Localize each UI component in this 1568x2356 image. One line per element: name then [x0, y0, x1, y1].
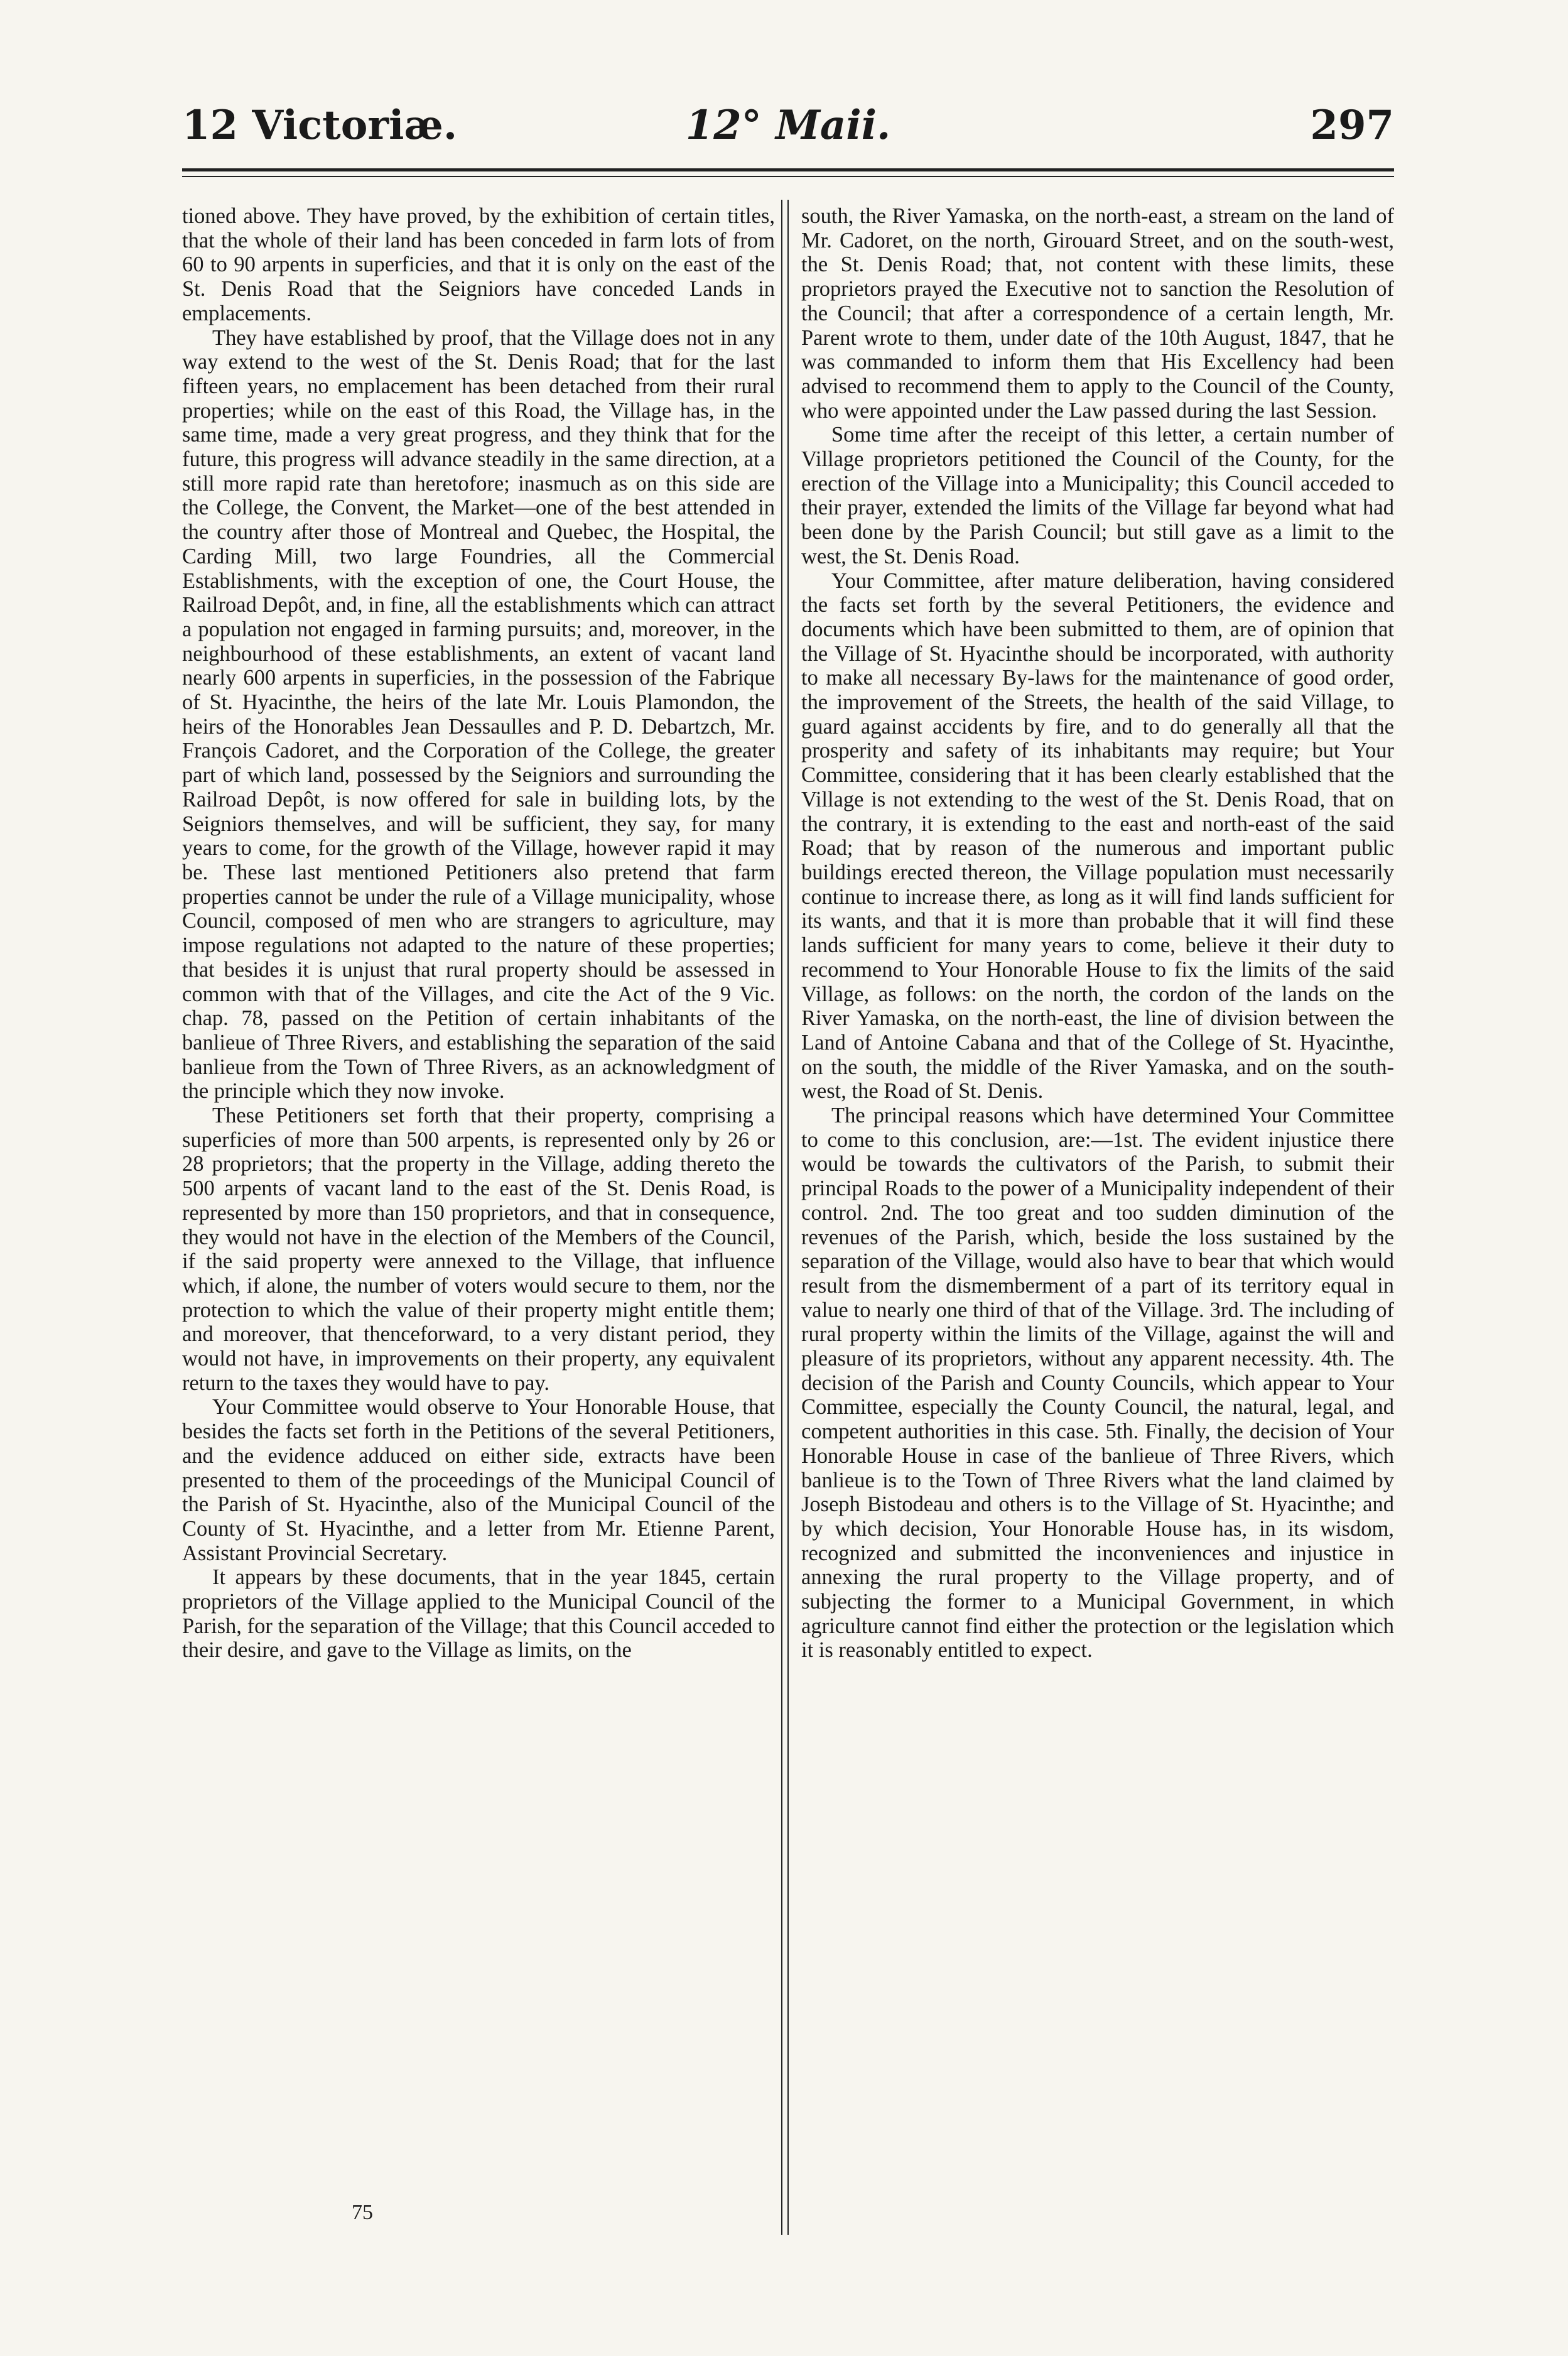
- paragraph: Your Committee would observe to Your Honorable House, that besides the facts set forth in the Petitions of the several Petitioners, and the evidence adduced on either side, extracts have been presented to them of the proceedings of the Municipal Council of the Parish of St. Hyacinthe, also of the Municipal Council of the County of St. Hyacinthe, and a letter from Mr. Etienne Parent, Assistant Provincial Secretary.: [182, 1395, 775, 1565]
- running-header: [182, 94, 1394, 157]
- right-column: [801, 204, 1394, 1663]
- column-divider: [781, 200, 782, 2235]
- paragraph: Your Committee, after mature deliberation, having considered the facts set forth by the several Petitioners, the evidence and documents which have been submitted to them, are of opinion that the Village of St. Hyacinthe should be incorporated, with authority to make all necessary By-laws for the maintenance of good order, the improvement of the Streets, the health of the said Village, to guard against accidents by fire, and to do generally all that the prosperity and safety of its inhabitants may require; but Your Committee, considering that it has been clearly established that the Village is not extending to the west of the St. Denis Road, that on the contrary, it is extending to the east and north-east of the said Road; that by reason of the numerous and important public buildings erected thereon, the Village population must necessarily continue to increase there, as long as it will find lands sufficient for its wants, and that it is more than probable that it will find these lands sufficient for many years to come, believe it their duty to recommend to Your Honorable House to fix the limits of the said Village, as follows: on the north, the cordon of the lands on the River Yamaska, on the north-east, the line of division between the Land of Antoine Cabana and that of the College of St. Hyacinthe, on the south, the middle of the River Yamaska, and on the south-west, the Road of St. Denis.: [801, 568, 1394, 1104]
- header-rule-thin: [182, 176, 1394, 177]
- header-rule-thick: [182, 168, 1394, 171]
- running-title-left: 12 Victoriæ.: [182, 102, 458, 149]
- signature-mark: 75: [352, 2201, 373, 2224]
- column-divider: [787, 200, 789, 2235]
- paragraph: These Petitioners set forth that their property, comprising a superficies of more than 500 arpents, is represented only by 26 or 28 proprietors; that the property in the Village, adding thereto the 500 arpents of vacant land to the east of the St. Denis Road, is represented by more than 150 proprietors, and that in consequence, they would not have in the election of the Members of the Council, if the said property were annexed to the Village, that influence which, if alone, the number of voters would secure to them, nor the protection to which the value of their property might entitle them; and moreover, that thenceforward, to a very distant period, they would not have, in improvements on their property, any equivalent return to the taxes they would have to pay.: [182, 1104, 775, 1395]
- left-column: [182, 204, 775, 1663]
- paragraph: The principal reasons which have determined Your Committee to come to this conclusion, are:—1st. The evident injustice there would be towards the cultivators of the Parish, to submit their principal Roads to the power of a Municipality independent of their control. 2nd. The too great and too sudden diminution of the revenues of the Parish, which, beside the loss sustained by the separation of the Village, would also have to bear that which would result from the dismemberment of a part of its territory equal in value to nearly one third of that of the Village. 3rd. The including of rural property within the limits of the Village, against the will and pleasure of its proprietors, without any apparent necessity. 4th. The decision of the Parish and County Councils, which appear to Your Committee, especially the County Council, the natural, legal, and competent authorities in this case. 5th. Finally, the decision of Your Honorable House in case of the banlieue of Three Rivers, which banlieue is to the Town of Three Rivers what the land claimed by Joseph Bistodeau and others is to the Village of St. Hyacinthe; and by which decision, Your Honorable House has, in its wisdom, recognized and submitted the inconveniences and injustice in annexing the rural property to the Village property, and of subjecting the former to a Municipal Government, in which agriculture cannot find either the protection or the legislation which it is reasonably entitled to expect.: [801, 1104, 1394, 1663]
- paragraph: Some time after the receipt of this letter, a certain number of Village proprietors petitioned the Council of the County, for the erection of the Village into a Municipality; this Council acceded to their prayer, extended the limits of the Village far beyond what had been done by the Parish Council; but still gave as a limit to the west, the St. Denis Road.: [801, 423, 1394, 568]
- paragraph: tioned above. They have proved, by the exhibition of certain titles, that the whole of their land has been conceded in farm lots of from 60 to 90 arpents in superficies, and that it is only on the east of the St. Denis Road that the Seigniors have conceded Lands in emplacements.: [182, 204, 775, 325]
- paragraph: south, the River Yamaska, on the north-east, a stream on the land of Mr. Cadoret, on the north, Girouard Street, and on the south-west, the St. Denis Road; that, not content with these limits, these proprietors prayed the Executive not to sanction the Resolution of the Council; that after a correspondence of a certain length, Mr. Parent wrote to them, under date of the 10th August, 1847, that he was commanded to inform them that His Excellency had been advised to recommend them to apply to the Council of the County, who were appointed under the Law passed during the last Session.: [801, 204, 1394, 423]
- paragraph: It appears by these documents, that in the year 1845, certain proprietors of the Village applied to the Municipal Council of the Parish, for the separation of the Village; that this Council acceded to their desire, and gave to the Village as limits, on the: [182, 1565, 775, 1663]
- paragraph: They have established by proof, that the Village does not in any way extend to the west of the St. Denis Road; that for the last fifteen years, no emplacement has been detached from their rural properties; while on the east of this Road, the Village has, in the same time, made a very great progress, and they think that for the future, this progress will advance steadily in the same direction, at a still more rapid rate than heretofore; inasmuch as on this side are the College, the Convent, the Market—one of the best attended in the country after those of Montreal and Quebec, the Hospital, the Carding Mill, two large Foundries, all the Commercial Establishments, with the exception of one, the Court House, the Railroad Depôt, and, in fine, all the establishments which can attract a population not engaged in farming pursuits; and, moreover, in the neighbourhood of these establishments, an extent of vacant land nearly 600 arpents in superficies, in the possession of the Fabrique of St. Hyacinthe, the heirs of the late Mr. Louis Plamondon, the heirs of the Honorables Jean Dessaulles and P. D. Debartzch, Mr. François Cadoret, and the Corporation of the College, the greater part of which land, possessed by the Seigniors and surrounding the Railroad Depôt, is now offered for sale in building lots, by the Seigniors themselves, and will be sufficient, they say, for many years to come, for the growth of the Village, however rapid it may be. These last mentioned Petitioners also pretend that farm properties cannot be under the rule of a Village municipality, whose Council, composed of men who are strangers to agriculture, may impose regulations not adapted to the nature of these properties; that besides it is unjust that rural property should be assessed in common with that of the Villages, and cite the Act of the 9 Vic. chap. 78, passed on the Petition of certain inhabitants of the banlieue of Three Rivers, and establishing the separation of the said banlieue from the Town of Three Rivers, as an acknowledgment of the principle which they now invoke.: [182, 325, 775, 1104]
- running-title-date: 12° Maii.: [685, 102, 891, 149]
- page-number: 297: [1310, 102, 1394, 149]
